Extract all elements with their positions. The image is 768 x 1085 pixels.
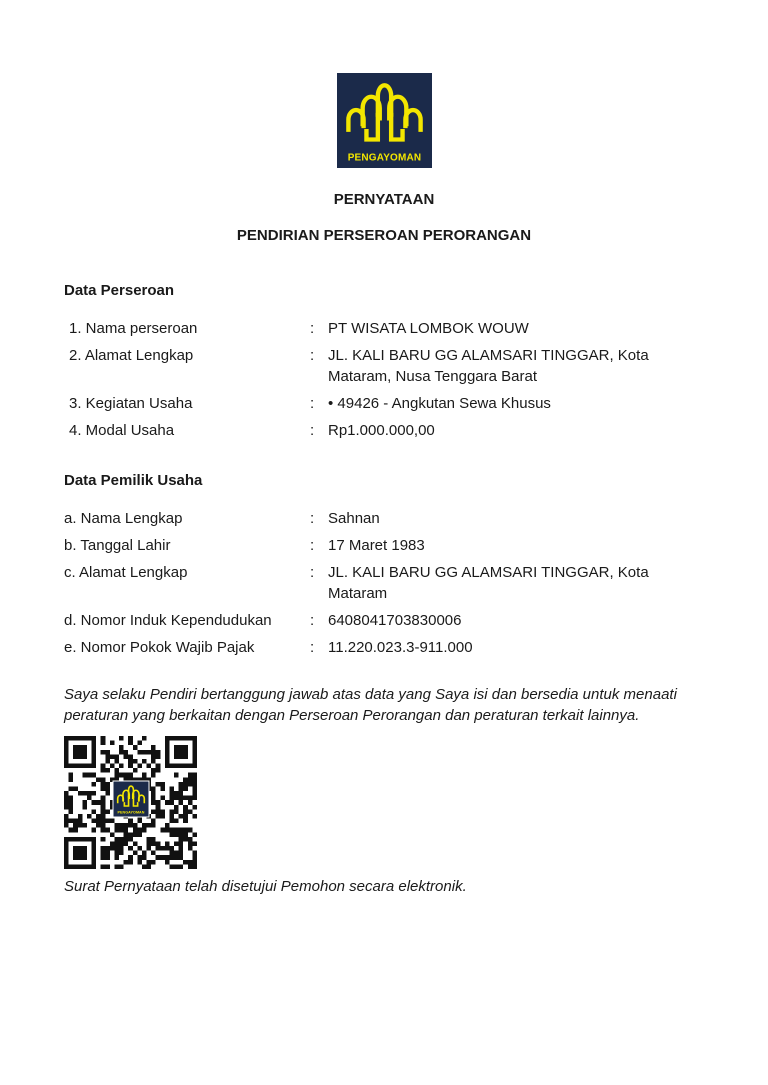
field-value: 6408041703830006 xyxy=(328,612,462,629)
field-separator: : xyxy=(310,422,315,439)
field-label: d. Nomor Induk Kependudukan xyxy=(64,612,272,629)
field-row-alamat-lengkap xyxy=(64,345,704,387)
document-title-line1: PERNYATAAN xyxy=(333,191,435,208)
field-label: a. Nama Lengkap xyxy=(64,510,183,527)
field-value: 17 Maret 1983 xyxy=(328,537,425,554)
field-value: JL. KALI BARU GG ALAMSARI TINGGAR, Kota Mataram xyxy=(328,564,649,602)
field-value: Rp1.000.000,00 xyxy=(328,422,435,439)
field-row-nama-lengkap xyxy=(64,508,704,529)
field-row-nik xyxy=(64,610,704,631)
field-label: 2. Alamat Lengkap xyxy=(69,347,194,364)
field-separator: : xyxy=(310,320,315,337)
field-separator: : xyxy=(310,537,315,554)
field-row-kegiatan-usaha xyxy=(64,393,704,414)
section-heading-data-pemilik-usaha: Data Pemilik Usaha xyxy=(64,472,203,489)
section-heading-data-perseroan: Data Perseroan xyxy=(64,282,175,299)
field-label: 4. Modal Usaha xyxy=(69,422,175,439)
field-row-nama-perseroan xyxy=(64,318,704,339)
field-value: 11.220.023.3-911.000 xyxy=(328,639,473,656)
declaration-text: Saya selaku Pendiri bertanggung jawab atas data yang Saya isi dan bersedia untuk menaati peraturan yang berkaitan dengan Perseroan Perorangan dan peraturan terkait lainnya. xyxy=(64,686,677,724)
field-value: JL. KALI BARU GG ALAMSARI TINGGAR, Kota Mataram, Nusa Tenggara Barat xyxy=(328,347,649,385)
ministry-logo xyxy=(336,73,433,168)
field-label: e. Nomor Pokok Wajib Pajak xyxy=(64,639,255,656)
qr-code xyxy=(64,736,197,869)
field-label: b. Tanggal Lahir xyxy=(64,537,171,554)
pengayoman-logo-icon xyxy=(113,781,148,816)
field-label: 1. Nama perseroan xyxy=(69,320,198,337)
field-separator: : xyxy=(310,612,315,629)
field-separator: : xyxy=(310,564,315,581)
qr-center-logo xyxy=(112,780,149,817)
document-title-line2: PENDIRIAN PERSEROAN PERORANGAN xyxy=(236,227,532,244)
field-row-tanggal-lahir xyxy=(64,535,704,556)
field-separator: : xyxy=(310,639,315,656)
field-separator: : xyxy=(310,347,315,364)
field-row-alamat-pemilik xyxy=(64,562,704,604)
field-separator: : xyxy=(310,395,315,412)
field-label: 3. Kegiatan Usaha xyxy=(69,395,193,412)
document-body xyxy=(0,280,768,897)
field-label: c. Alamat Lengkap xyxy=(64,564,188,581)
footer-approval-note: Surat Pernyataan telah disetujui Pemohon secara elektronik. xyxy=(64,878,467,895)
field-separator: : xyxy=(310,510,315,527)
section-data-pemilik-usaha xyxy=(64,508,704,658)
field-row-npwp xyxy=(64,637,704,658)
field-value: • 49426 - Angkutan Sewa Khusus xyxy=(328,395,551,412)
field-row-modal-usaha xyxy=(64,420,704,441)
field-value: Sahnan xyxy=(328,510,380,527)
pengayoman-logo-icon xyxy=(336,73,433,168)
field-value: PT WISATA LOMBOK WOUW xyxy=(328,320,529,337)
section-data-perseroan xyxy=(64,318,704,441)
